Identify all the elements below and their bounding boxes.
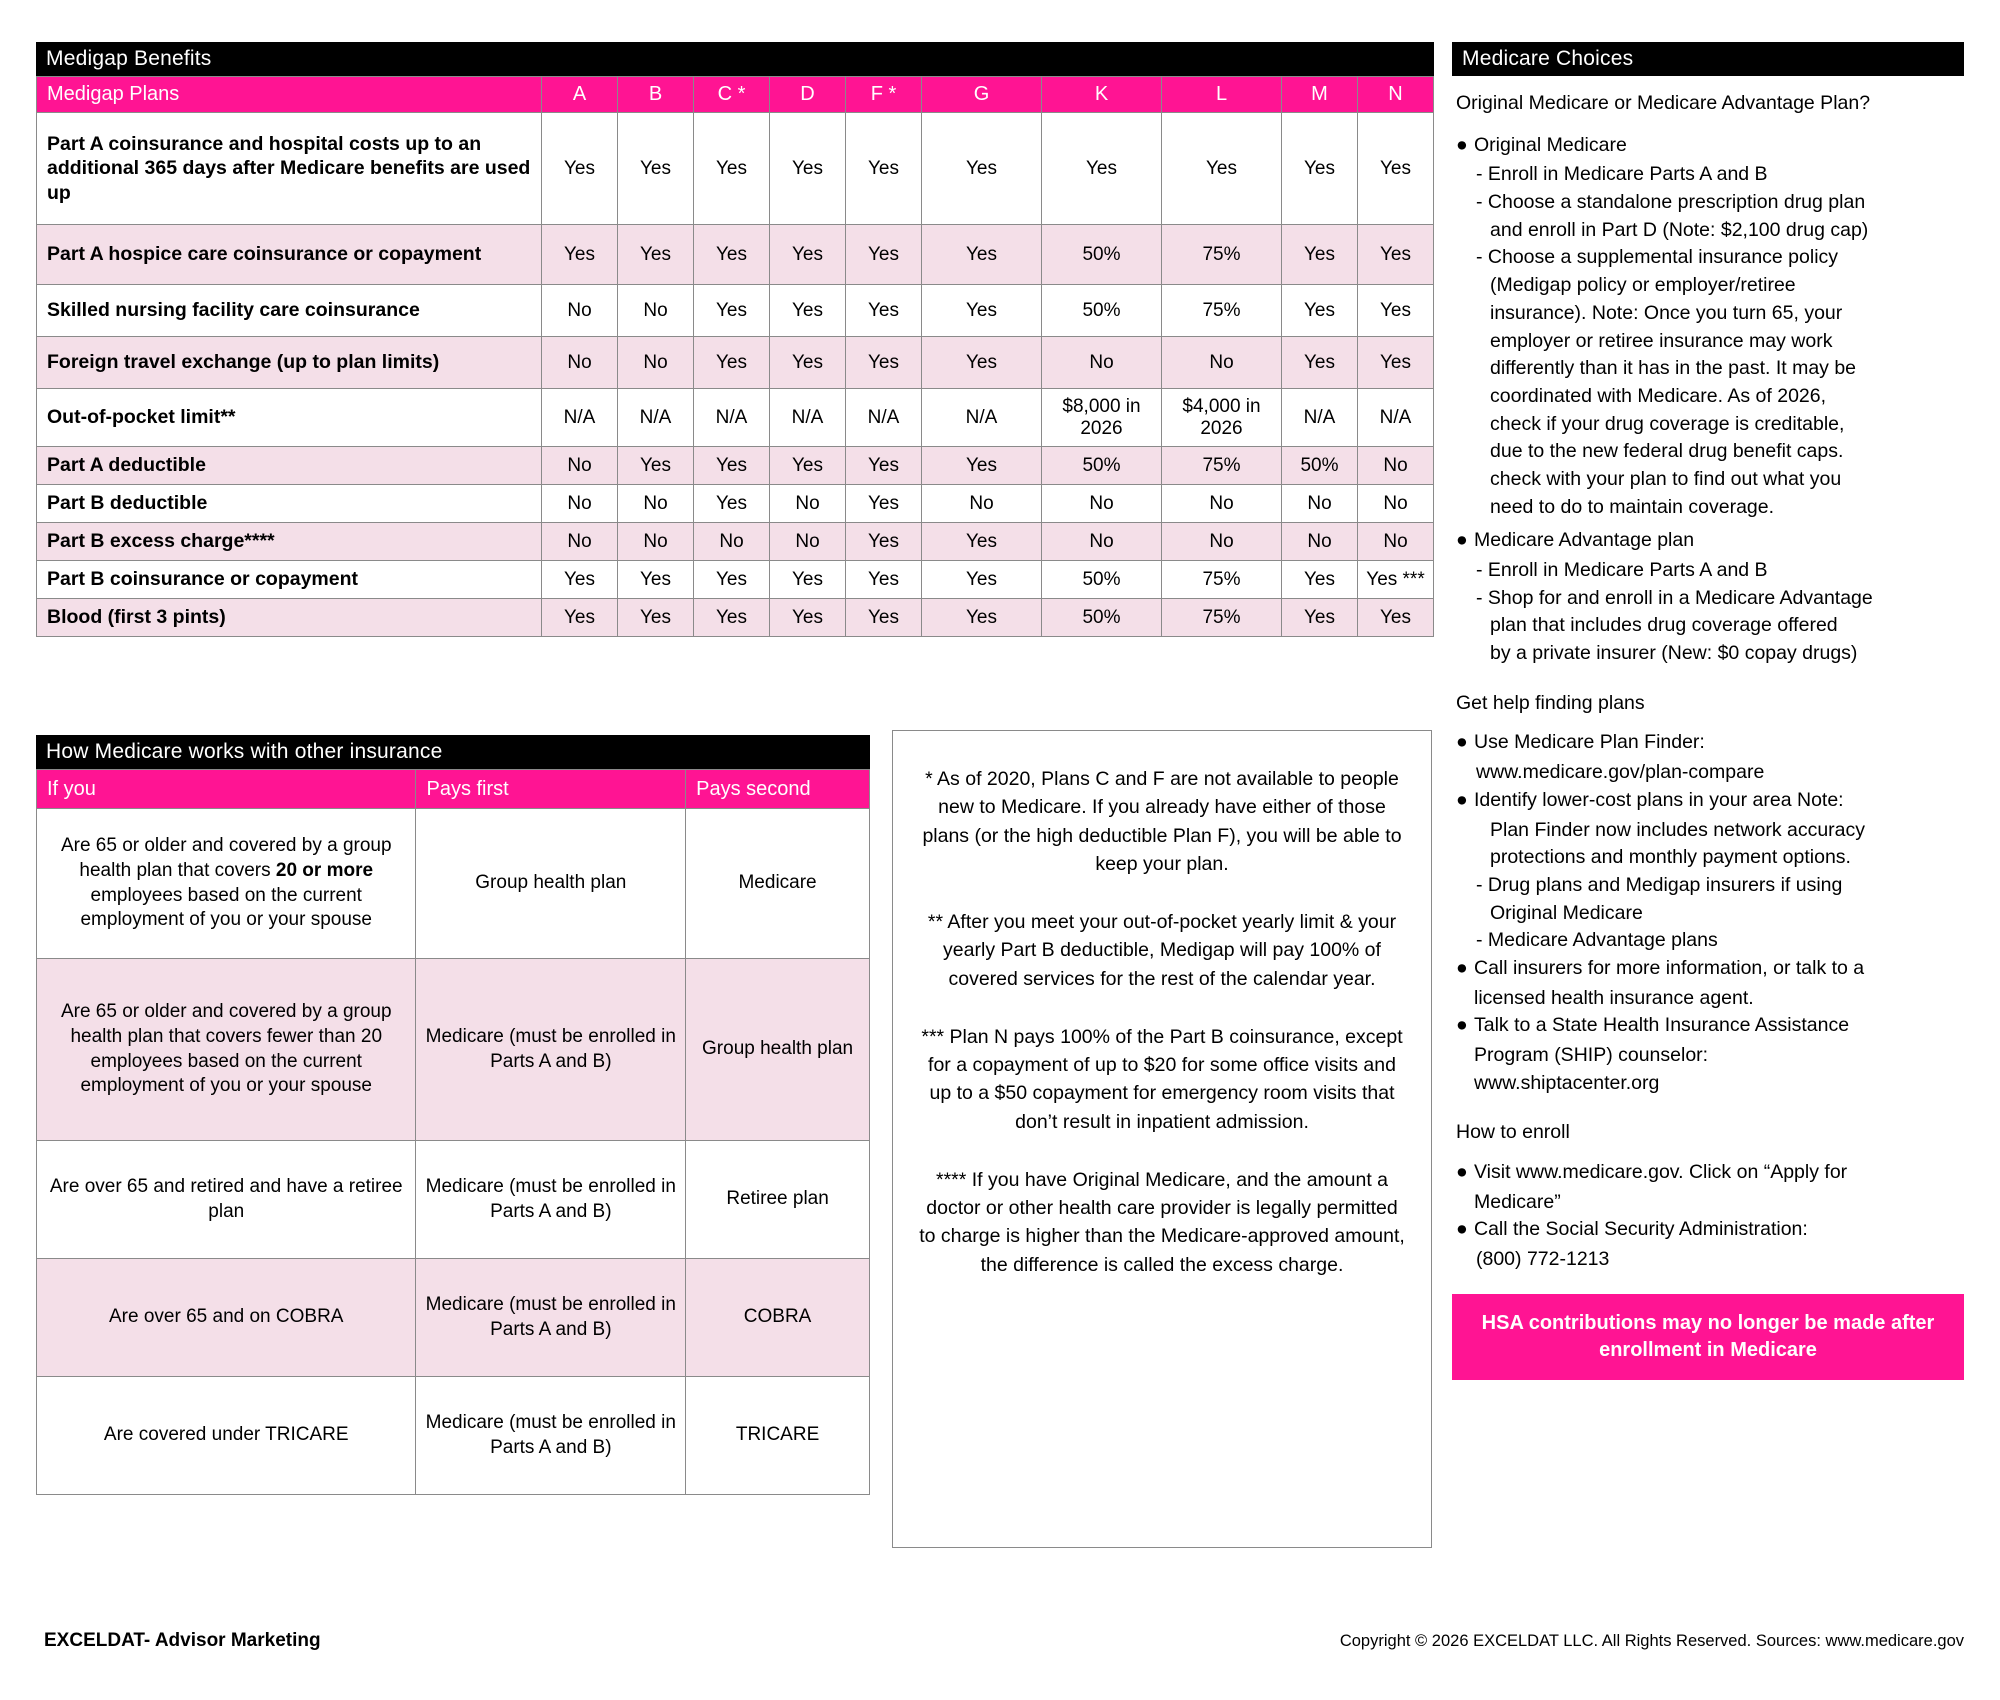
benefit-value: No <box>694 523 770 561</box>
medigap-benefits-table <box>36 76 1434 637</box>
help-item: Plan Finder now includes network accuracy <box>1490 818 1866 841</box>
table-row <box>37 1141 870 1259</box>
footer-brand: EXCELDAT- Advisor Marketing <box>44 1630 321 1651</box>
column-pays-first: Pays first <box>416 770 686 809</box>
help-bullet <box>1456 729 1960 757</box>
benefit-value: N/A <box>1358 389 1434 447</box>
pays-second-cell: Retiree plan <box>686 1141 870 1259</box>
benefit-value: Yes <box>1282 599 1358 637</box>
help-bullet <box>1456 1012 1960 1040</box>
benefit-value: Yes <box>922 599 1042 637</box>
benefit-value: Yes <box>770 113 846 225</box>
benefit-value: No <box>542 285 618 337</box>
benefit-value: Yes <box>1162 113 1282 225</box>
benefit-value: No <box>618 337 694 389</box>
benefit-value: No <box>1358 447 1434 485</box>
benefit-value: Yes <box>694 561 770 599</box>
benefit-value: N/A <box>542 389 618 447</box>
table-row <box>37 485 1434 523</box>
benefit-value: No <box>770 485 846 523</box>
ma-item: plan that includes drug coverage offered <box>1490 614 1838 637</box>
table-row <box>37 337 1434 389</box>
om-item: and enroll in Part D (Note: $2,100 drug cap) <box>1490 218 1869 241</box>
how-table-body <box>37 809 870 1495</box>
footnote-2: ** After you meet your out-of-pocket yearly limit & your yearly Part B deductible, Medigap will pay 100% of covered services for the rest of the calendar year. <box>927 911 1397 990</box>
benefit-value: No <box>1282 523 1358 561</box>
benefit-value: No <box>922 485 1042 523</box>
benefit-label: Part A coinsurance and hospital costs up to an additional 365 days after Medicare benefits are used up <box>37 113 542 225</box>
enroll-section-title: How to enroll <box>1456 1121 1570 1144</box>
benefit-value: Yes <box>694 225 770 285</box>
enroll-bullet <box>1456 1216 1960 1244</box>
if-you-cell <box>37 809 416 959</box>
benefit-value: Yes <box>922 561 1042 599</box>
table-row <box>37 561 1434 599</box>
pays-first-cell: Medicare (must be enrolled in Parts A and B) <box>416 1141 686 1259</box>
benefit-value: 50% <box>1042 447 1162 485</box>
plan-col-f: F * <box>846 77 922 113</box>
benefit-value: Yes <box>770 561 846 599</box>
footer-copyright: Copyright © 2026 EXCELDAT LLC. All Rights Reserved. Sources: www.medicare.gov <box>1339 1632 1964 1650</box>
benefit-value: 50% <box>1042 285 1162 337</box>
benefit-value: Yes <box>618 447 694 485</box>
ma-item: - Shop for and enroll in a Medicare Advantage <box>1476 586 1873 609</box>
plan-col-d: D <box>770 77 846 113</box>
how-medicare-works-table <box>36 769 870 1495</box>
om-item: - Enroll in Medicare Parts A and B <box>1476 163 1768 186</box>
footnote-4: **** If you have Original Medicare, and the amount a doctor or other health care provider is legally permitted to charge is higher than the Medicare-approved amount, the difference is called the excess charge. <box>919 1168 1405 1276</box>
help-item: protections and monthly payment options. <box>1490 846 1851 869</box>
benefit-value: Yes <box>846 447 922 485</box>
choices-question: Original Medicare or Medicare Advantage Plan? <box>1456 92 1871 114</box>
benefit-value: Yes <box>922 447 1042 485</box>
benefit-value: No <box>618 285 694 337</box>
benefit-value: No <box>1162 523 1282 561</box>
benefit-value: Yes <box>542 599 618 637</box>
om-item: check with your plan to find out what you <box>1490 467 1842 490</box>
benefit-value: No <box>1358 485 1434 523</box>
benefit-value: No <box>542 485 618 523</box>
benefit-value: No <box>1042 337 1162 389</box>
plan-col-l: L <box>1162 77 1282 113</box>
bullet-original-medicare <box>1456 132 1960 160</box>
table-row <box>37 447 1434 485</box>
bullet-dot-icon: ● <box>1456 133 1468 156</box>
om-item: need to do to maintain coverage. <box>1490 495 1775 518</box>
benefit-value: No <box>1358 523 1434 561</box>
enroll-item: (800) 772-1213 <box>1476 1248 1610 1271</box>
benefit-value: No <box>1162 337 1282 389</box>
how-header-row <box>37 770 870 809</box>
benefit-value: $4,000 in 2026 <box>1162 389 1282 447</box>
benefit-value: 75% <box>1162 599 1282 637</box>
footnote-3: *** Plan N pays 100% of the Part B coinsurance, except for a copayment of up to $20 for some office visits and up to a $50 copayment for emergency room visits that don’t result in inpatient admission. <box>921 1025 1403 1133</box>
pays-first-cell: Medicare (must be enrolled in Parts A and B) <box>416 1259 686 1377</box>
benefit-label: Blood (first 3 pints) <box>37 599 542 637</box>
table-row <box>37 599 1434 637</box>
benefit-value: Yes <box>618 225 694 285</box>
table-row <box>37 285 1434 337</box>
benefit-value: 50% <box>1042 561 1162 599</box>
benefit-value: No <box>1162 485 1282 523</box>
pays-second-cell: TRICARE <box>686 1377 870 1495</box>
if-you-cell: Are 65 or older and covered by a group health plan that covers fewer than 20 employees based on the current employment of you or your spouse <box>37 959 416 1141</box>
benefit-value: 50% <box>1042 599 1162 637</box>
enroll-item: Medicare” <box>1474 1190 1561 1213</box>
if-you-cell: Are over 65 and on COBRA <box>37 1259 416 1377</box>
how-section-title: How Medicare works with other insurance <box>36 735 870 769</box>
benefit-value: No <box>1282 485 1358 523</box>
benefit-value: Yes <box>846 599 922 637</box>
original-medicare-label: Original Medicare <box>1474 133 1627 156</box>
bullet-dot-icon: ● <box>1456 788 1468 811</box>
if-you-text-pre: Are 65 or older and covered by a group health plan that covers <box>60 835 392 881</box>
pays-first-cell: Medicare (must be enrolled in Parts A and B) <box>416 1377 686 1495</box>
benefit-value: Yes <box>1042 113 1162 225</box>
enroll-bullet <box>1456 1159 1960 1187</box>
om-item: - Choose a standalone prescription drug plan <box>1476 191 1866 214</box>
help-item: www.medicare.gov/plan-compare <box>1476 761 1765 784</box>
benefit-value: Yes <box>922 225 1042 285</box>
benefit-value: N/A <box>770 389 846 447</box>
benefit-value: No <box>770 523 846 561</box>
benefit-value: Yes *** <box>1358 561 1434 599</box>
plan-col-k: K <box>1042 77 1162 113</box>
bullet-dot-icon: ● <box>1456 1218 1468 1241</box>
pays-first-cell: Medicare (must be enrolled in Parts A and B) <box>416 959 686 1141</box>
benefit-value: Yes <box>618 561 694 599</box>
benefit-value: Yes <box>922 113 1042 225</box>
benefit-value: Yes <box>1358 285 1434 337</box>
benefit-value: N/A <box>922 389 1042 447</box>
benefit-value: N/A <box>846 389 922 447</box>
table-row <box>37 959 870 1141</box>
benefit-label: Foreign travel exchange (up to plan limits) <box>37 337 542 389</box>
om-item: (Medigap policy or employer/retiree <box>1490 274 1796 297</box>
medicare-advantage-label: Medicare Advantage plan <box>1474 529 1695 552</box>
benefit-label: Part B coinsurance or copayment <box>37 561 542 599</box>
benefit-value: Yes <box>694 599 770 637</box>
footnote-1: * As of 2020, Plans C and F are not available to people new to Medicare. If you already have either of those plans (or the high deductible Plan F), you will be able to keep your plan. <box>922 768 1402 875</box>
benefit-value: Yes <box>770 599 846 637</box>
benefit-label: Skilled nursing facility care coinsurance <box>37 285 542 337</box>
pays-second-cell: Group health plan <box>686 959 870 1141</box>
benefit-value: Yes <box>1282 561 1358 599</box>
om-item: check if your drug coverage is creditable, <box>1490 412 1845 435</box>
benefit-value: Yes <box>846 523 922 561</box>
help-item: - Drug plans and Medigap insurers if using <box>1476 873 1843 896</box>
help-bullet <box>1456 787 1960 815</box>
benefit-value: Yes <box>694 113 770 225</box>
if-you-cell: Are over 65 and retired and have a retiree plan <box>37 1141 416 1259</box>
benefit-value: Yes <box>1358 225 1434 285</box>
benefit-value: Yes <box>618 599 694 637</box>
medigap-plans-header: Medigap Plans <box>37 77 542 113</box>
table-row <box>37 225 1434 285</box>
pays-second-cell: Medicare <box>686 809 870 959</box>
help-item: Talk to a State Health Insurance Assistance <box>1474 1014 1850 1037</box>
help-item: licensed health insurance agent. <box>1474 986 1754 1009</box>
benefit-value: Yes <box>770 447 846 485</box>
benefit-value: No <box>1042 523 1162 561</box>
bullet-medicare-advantage <box>1456 527 1960 555</box>
benefit-value: 75% <box>1162 447 1282 485</box>
table-row <box>37 809 870 959</box>
enroll-item: Call the Social Security Administration: <box>1474 1218 1808 1241</box>
pays-first-cell: Group health plan <box>416 809 686 959</box>
benefit-value: Yes <box>542 225 618 285</box>
if-you-text-bold: 20 or more <box>275 859 374 881</box>
benefit-value: No <box>618 485 694 523</box>
bullet-dot-icon: ● <box>1456 1014 1468 1037</box>
benefit-label: Part A deductible <box>37 447 542 485</box>
medigap-section-title: Medigap Benefits <box>36 42 1434 76</box>
table-row <box>37 1377 870 1495</box>
benefit-value: Yes <box>542 113 618 225</box>
help-item: www.shiptacenter.org <box>1474 1071 1660 1094</box>
hsa-notice-banner: HSA contributions may no longer be made after enrollment in Medicare <box>1452 1294 1964 1380</box>
help-section-title: Get help finding plans <box>1456 691 1645 714</box>
help-item: Original Medicare <box>1490 901 1643 924</box>
plan-col-n: N <box>1358 77 1434 113</box>
medicare-choices-body <box>1452 76 1964 1274</box>
plan-col-b: B <box>618 77 694 113</box>
benefit-value: Yes <box>694 337 770 389</box>
bullet-dot-icon: ● <box>1456 731 1468 754</box>
plan-col-a: A <box>542 77 618 113</box>
benefit-value: 75% <box>1162 225 1282 285</box>
benefit-value: Yes <box>694 447 770 485</box>
plan-col-c: C * <box>694 77 770 113</box>
medicare-choices-panel <box>1452 42 1964 1380</box>
table-row <box>37 1259 870 1377</box>
footnotes-panel <box>892 730 1432 1548</box>
benefit-value: Yes <box>846 285 922 337</box>
how-medicare-works-section <box>36 735 870 1495</box>
benefit-value: Yes <box>770 337 846 389</box>
benefit-label: Part A hospice care coinsurance or copayment <box>37 225 542 285</box>
benefit-value: 75% <box>1162 285 1282 337</box>
om-item: differently than it has in the past. It may be <box>1490 357 1857 380</box>
benefit-label: Part B deductible <box>37 485 542 523</box>
benefit-value: Yes <box>922 285 1042 337</box>
benefit-value: Yes <box>846 561 922 599</box>
benefit-value: Yes <box>1358 337 1434 389</box>
how-table-head <box>37 770 870 809</box>
bullet-dot-icon: ● <box>1456 529 1468 552</box>
if-you-cell: Are covered under TRICARE <box>37 1377 416 1495</box>
plan-col-m: M <box>1282 77 1358 113</box>
plan-col-g: G <box>922 77 1042 113</box>
benefit-label: Out-of-pocket limit** <box>37 389 542 447</box>
column-if-you: If you <box>37 770 416 809</box>
benefit-value: No <box>542 447 618 485</box>
benefit-value: N/A <box>1282 389 1358 447</box>
column-pays-second: Pays second <box>686 770 870 809</box>
if-you-text-post: employees based on the current employment of you or your spouse <box>80 884 372 931</box>
benefit-value: Yes <box>770 225 846 285</box>
benefit-value: Yes <box>846 225 922 285</box>
benefit-value: Yes <box>922 523 1042 561</box>
benefit-value: N/A <box>618 389 694 447</box>
bullet-dot-icon: ● <box>1456 956 1468 979</box>
om-item: employer or retiree insurance may work <box>1490 329 1833 352</box>
om-item: - Choose a supplemental insurance policy <box>1476 246 1839 269</box>
medigap-benefits-section <box>36 42 1434 637</box>
benefit-value: No <box>542 337 618 389</box>
benefit-label: Part B excess charge**** <box>37 523 542 561</box>
benefit-value: Yes <box>1282 113 1358 225</box>
help-item: - Medicare Advantage plans <box>1476 929 1718 952</box>
benefit-value: Yes <box>542 561 618 599</box>
benefit-value: 50% <box>1282 447 1358 485</box>
medigap-table-body <box>37 113 1434 637</box>
medicare-choices-title: Medicare Choices <box>1452 42 1964 76</box>
table-row <box>37 113 1434 225</box>
help-item: Program (SHIP) counselor: <box>1474 1044 1709 1066</box>
benefit-value: 50% <box>1042 225 1162 285</box>
benefit-value: Yes <box>770 285 846 337</box>
enroll-item: Visit www.medicare.gov. Click on “Apply for <box>1474 1161 1848 1184</box>
benefit-value: No <box>618 523 694 561</box>
medigap-header-row <box>37 77 1434 113</box>
benefit-value: N/A <box>694 389 770 447</box>
help-item: Use Medicare Plan Finder: <box>1474 731 1705 754</box>
benefit-value: Yes <box>1282 285 1358 337</box>
medigap-table-head <box>37 77 1434 113</box>
om-item: coordinated with Medicare. As of 2026, <box>1490 384 1827 407</box>
benefit-value: $8,000 in 2026 <box>1042 389 1162 447</box>
benefit-value: Yes <box>694 285 770 337</box>
benefit-value: 75% <box>1162 561 1282 599</box>
benefit-value: Yes <box>1282 337 1358 389</box>
table-row <box>37 389 1434 447</box>
benefit-value: Yes <box>694 485 770 523</box>
table-row <box>37 523 1434 561</box>
benefit-value: Yes <box>922 337 1042 389</box>
help-bullet <box>1456 955 1960 983</box>
om-item: insurance). Note: Once you turn 65, your <box>1490 301 1843 324</box>
benefit-value: Yes <box>618 113 694 225</box>
help-item: Call insurers for more information, or talk to a <box>1474 956 1865 979</box>
om-item: due to the new federal drug benefit caps. <box>1490 440 1844 463</box>
benefit-value: Yes <box>846 485 922 523</box>
benefit-value: Yes <box>846 113 922 225</box>
benefit-value: Yes <box>846 337 922 389</box>
pays-second-cell: COBRA <box>686 1259 870 1377</box>
benefit-value: No <box>1042 485 1162 523</box>
benefit-value: Yes <box>1358 113 1434 225</box>
bullet-dot-icon: ● <box>1456 1161 1468 1184</box>
ma-item: by a private insurer (New: $0 copay drugs) <box>1490 642 1858 665</box>
benefit-value: Yes <box>1358 599 1434 637</box>
ma-item: - Enroll in Medicare Parts A and B <box>1476 559 1768 581</box>
benefit-value: Yes <box>1282 225 1358 285</box>
help-item: Identify lower-cost plans in your area Note: <box>1474 788 1844 811</box>
benefit-value: No <box>542 523 618 561</box>
